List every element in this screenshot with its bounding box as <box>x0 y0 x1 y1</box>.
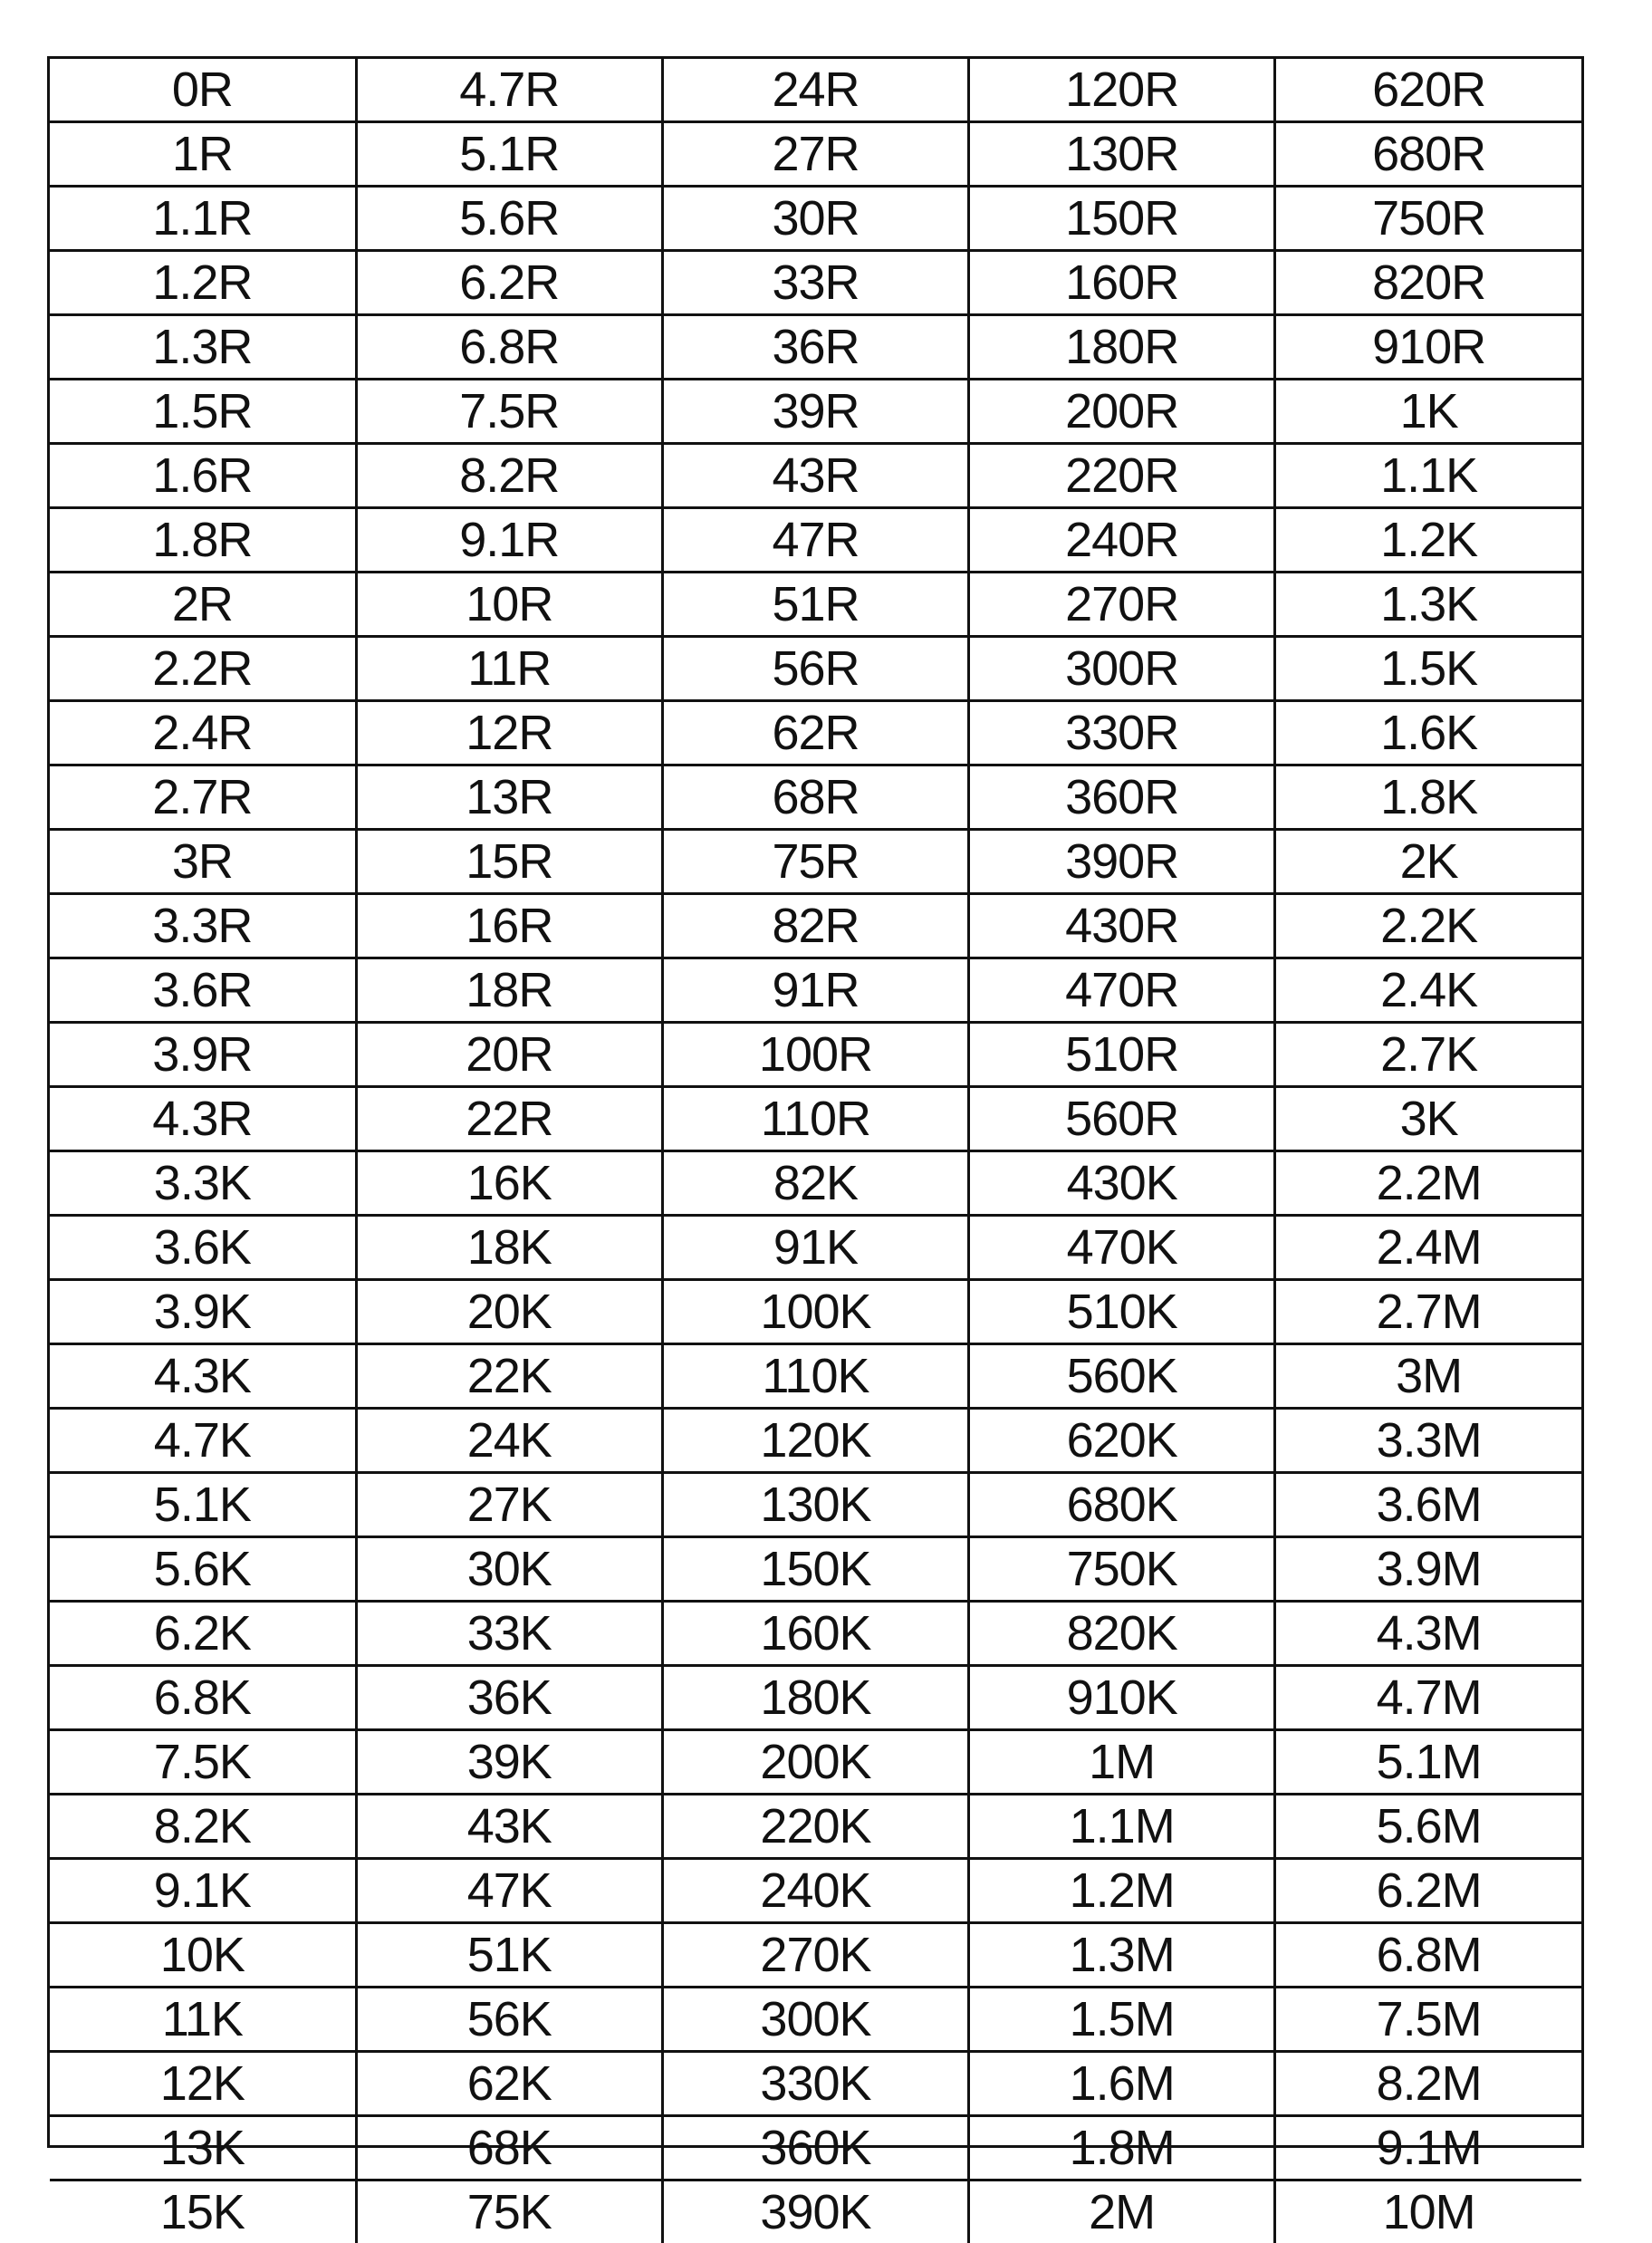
table-cell: 18R <box>356 958 662 1023</box>
table-cell: 430K <box>969 1151 1275 1216</box>
table-cell: 1.2K <box>1275 508 1581 573</box>
table-cell: 9.1K <box>50 1859 356 1923</box>
table-row <box>50 444 1581 508</box>
table-cell: 160R <box>969 251 1275 315</box>
table-cell: 75R <box>662 830 968 894</box>
table-cell: 33K <box>356 1602 662 1666</box>
table-cell: 620R <box>1275 59 1581 122</box>
table-row <box>50 958 1581 1023</box>
table-row <box>50 1730 1581 1795</box>
table-cell: 43R <box>662 444 968 508</box>
table-cell: 12K <box>50 2052 356 2116</box>
table-cell: 27K <box>356 1473 662 1537</box>
table-cell: 150R <box>969 187 1275 251</box>
table-row <box>50 1537 1581 1602</box>
table-cell: 100K <box>662 1280 968 1344</box>
table-cell: 5.6M <box>1275 1795 1581 1859</box>
table-cell: 62R <box>662 701 968 765</box>
table-cell: 6.2K <box>50 1602 356 1666</box>
table-row <box>50 2116 1581 2180</box>
table-cell: 6.2M <box>1275 1859 1581 1923</box>
table-cell: 1.8R <box>50 508 356 573</box>
table-cell: 5.1M <box>1275 1730 1581 1795</box>
table-row <box>50 1344 1581 1409</box>
table-cell: 680R <box>1275 122 1581 187</box>
table-cell: 5.6K <box>50 1537 356 1602</box>
table-cell: 3.3K <box>50 1151 356 1216</box>
table-cell: 1.1R <box>50 187 356 251</box>
table-row <box>50 251 1581 315</box>
table-cell: 1.6R <box>50 444 356 508</box>
table-cell: 9.1M <box>1275 2116 1581 2180</box>
table-cell: 56K <box>356 1988 662 2052</box>
table-cell: 15R <box>356 830 662 894</box>
table-cell: 560R <box>969 1087 1275 1151</box>
table-cell: 5.6R <box>356 187 662 251</box>
table-cell: 4.7M <box>1275 1666 1581 1730</box>
table-row <box>50 187 1581 251</box>
table-row <box>50 1216 1581 1280</box>
table-cell: 750K <box>969 1537 1275 1602</box>
table-cell: 9.1R <box>356 508 662 573</box>
table-cell: 3M <box>1275 1344 1581 1409</box>
table-row <box>50 59 1581 122</box>
table-row <box>50 765 1581 830</box>
table-cell: 130K <box>662 1473 968 1537</box>
table-cell: 7.5K <box>50 1730 356 1795</box>
table-cell: 24R <box>662 59 968 122</box>
table-cell: 11K <box>50 1988 356 2052</box>
table-cell: 10R <box>356 573 662 637</box>
table-row <box>50 1666 1581 1730</box>
table-cell: 2.7K <box>1275 1023 1581 1087</box>
table-cell: 2.2K <box>1275 894 1581 958</box>
table-cell: 16R <box>356 894 662 958</box>
table-cell: 240R <box>969 508 1275 573</box>
table-cell: 2R <box>50 573 356 637</box>
table-cell: 1.5R <box>50 380 356 444</box>
table-cell: 5.1K <box>50 1473 356 1537</box>
table-cell: 3.6M <box>1275 1473 1581 1537</box>
table-cell: 180R <box>969 315 1275 380</box>
table-cell: 3.6R <box>50 958 356 1023</box>
table-cell: 270K <box>662 1923 968 1988</box>
table-row <box>50 1988 1581 2052</box>
table-cell: 4.3R <box>50 1087 356 1151</box>
table-cell: 56R <box>662 637 968 701</box>
table-cell: 7.5M <box>1275 1988 1581 2052</box>
table-cell: 2M <box>969 2180 1275 2243</box>
table-cell: 47R <box>662 508 968 573</box>
table-cell: 200R <box>969 380 1275 444</box>
table-cell: 910R <box>1275 315 1581 380</box>
table-cell: 300R <box>969 637 1275 701</box>
table-cell: 2.7M <box>1275 1280 1581 1344</box>
table-row <box>50 1409 1581 1473</box>
table-cell: 36K <box>356 1666 662 1730</box>
table-row <box>50 1023 1581 1087</box>
table-cell: 390K <box>662 2180 968 2243</box>
table-cell: 6.8K <box>50 1666 356 1730</box>
table-cell: 2.4M <box>1275 1216 1581 1280</box>
table-cell: 13K <box>50 2116 356 2180</box>
table-row <box>50 1859 1581 1923</box>
table-cell: 8.2R <box>356 444 662 508</box>
table-cell: 220R <box>969 444 1275 508</box>
table-cell: 2.4R <box>50 701 356 765</box>
table-cell: 180K <box>662 1666 968 1730</box>
table-cell: 39R <box>662 380 968 444</box>
table-cell: 0R <box>50 59 356 122</box>
table-cell: 82K <box>662 1151 968 1216</box>
table-row <box>50 1151 1581 1216</box>
table-cell: 3.3M <box>1275 1409 1581 1473</box>
table-cell: 1.2R <box>50 251 356 315</box>
table-cell: 3.9K <box>50 1280 356 1344</box>
table-cell: 1.2M <box>969 1859 1275 1923</box>
table-cell: 2K <box>1275 830 1581 894</box>
table-cell: 330R <box>969 701 1275 765</box>
table-cell: 1M <box>969 1730 1275 1795</box>
table-cell: 220K <box>662 1795 968 1859</box>
table-row <box>50 894 1581 958</box>
table-cell: 8.2M <box>1275 2052 1581 2116</box>
table-cell: 2.2M <box>1275 1151 1581 1216</box>
table-cell: 330K <box>662 2052 968 2116</box>
table-cell: 1.6K <box>1275 701 1581 765</box>
table-cell: 160K <box>662 1602 968 1666</box>
table-cell: 20R <box>356 1023 662 1087</box>
table-row <box>50 380 1581 444</box>
table-cell: 10K <box>50 1923 356 1988</box>
table-cell: 820R <box>1275 251 1581 315</box>
table-cell: 4.3K <box>50 1344 356 1409</box>
table-cell: 4.3M <box>1275 1602 1581 1666</box>
table-cell: 510R <box>969 1023 1275 1087</box>
table-cell: 120K <box>662 1409 968 1473</box>
table-cell: 6.8M <box>1275 1923 1581 1988</box>
table-cell: 430R <box>969 894 1275 958</box>
table-row <box>50 1602 1581 1666</box>
table-cell: 1R <box>50 122 356 187</box>
table-cell: 3K <box>1275 1087 1581 1151</box>
table-cell: 3.6K <box>50 1216 356 1280</box>
table-row <box>50 1280 1581 1344</box>
resistor-value-table <box>50 59 1581 2243</box>
table-cell: 12R <box>356 701 662 765</box>
table-cell: 1.3K <box>1275 573 1581 637</box>
table-cell: 68K <box>356 2116 662 2180</box>
table-cell: 360R <box>969 765 1275 830</box>
table-cell: 470K <box>969 1216 1275 1280</box>
table-cell: 3.9R <box>50 1023 356 1087</box>
table-row <box>50 1473 1581 1537</box>
table-cell: 3.3R <box>50 894 356 958</box>
table-cell: 30R <box>662 187 968 251</box>
table-row <box>50 1923 1581 1988</box>
table-cell: 820K <box>969 1602 1275 1666</box>
table-cell: 1.3R <box>50 315 356 380</box>
table-cell: 10M <box>1275 2180 1581 2243</box>
table-cell: 130R <box>969 122 1275 187</box>
table-cell: 22R <box>356 1087 662 1151</box>
table-cell: 20K <box>356 1280 662 1344</box>
table-row <box>50 508 1581 573</box>
table-cell: 18K <box>356 1216 662 1280</box>
table-cell: 4.7R <box>356 59 662 122</box>
table-cell: 22K <box>356 1344 662 1409</box>
table-cell: 110R <box>662 1087 968 1151</box>
table-cell: 300K <box>662 1988 968 2052</box>
table-cell: 39K <box>356 1730 662 1795</box>
table-cell: 1.5M <box>969 1988 1275 2052</box>
table-row <box>50 2052 1581 2116</box>
table-row <box>50 1795 1581 1859</box>
table-cell: 1.1M <box>969 1795 1275 1859</box>
table-body <box>50 59 1581 2243</box>
table-row <box>50 122 1581 187</box>
table-row <box>50 637 1581 701</box>
table-cell: 1.8K <box>1275 765 1581 830</box>
table-cell: 13R <box>356 765 662 830</box>
table-cell: 2.2R <box>50 637 356 701</box>
table-cell: 510K <box>969 1280 1275 1344</box>
table-cell: 200K <box>662 1730 968 1795</box>
table-row <box>50 2180 1581 2243</box>
table-cell: 33R <box>662 251 968 315</box>
table-cell: 6.2R <box>356 251 662 315</box>
table-cell: 51R <box>662 573 968 637</box>
table-cell: 150K <box>662 1537 968 1602</box>
table-row <box>50 701 1581 765</box>
table-cell: 8.2K <box>50 1795 356 1859</box>
table-cell: 91K <box>662 1216 968 1280</box>
table-row <box>50 315 1581 380</box>
table-cell: 390R <box>969 830 1275 894</box>
table-cell: 100R <box>662 1023 968 1087</box>
table-cell: 3R <box>50 830 356 894</box>
table-cell: 1.1K <box>1275 444 1581 508</box>
table-cell: 1.6M <box>969 2052 1275 2116</box>
table-row <box>50 1087 1581 1151</box>
table-cell: 120R <box>969 59 1275 122</box>
table-cell: 2.7R <box>50 765 356 830</box>
table-cell: 30K <box>356 1537 662 1602</box>
table-row <box>50 830 1581 894</box>
resistor-value-sheet <box>47 56 1584 2239</box>
table-cell: 5.1R <box>356 122 662 187</box>
table-cell: 91R <box>662 958 968 1023</box>
table-row <box>50 573 1581 637</box>
table-cell: 7.5R <box>356 380 662 444</box>
table-cell: 1.5K <box>1275 637 1581 701</box>
table-cell: 560K <box>969 1344 1275 1409</box>
table-cell: 360K <box>662 2116 968 2180</box>
table-cell: 75K <box>356 2180 662 2243</box>
table-cell: 240K <box>662 1859 968 1923</box>
table-cell: 750R <box>1275 187 1581 251</box>
table-cell: 51K <box>356 1923 662 1988</box>
table-cell: 6.8R <box>356 315 662 380</box>
table-cell: 11R <box>356 637 662 701</box>
table-cell: 4.7K <box>50 1409 356 1473</box>
table-cell: 3.9M <box>1275 1537 1581 1602</box>
table-cell: 270R <box>969 573 1275 637</box>
table-cell: 1K <box>1275 380 1581 444</box>
table-cell: 16K <box>356 1151 662 1216</box>
table-cell: 47K <box>356 1859 662 1923</box>
table-cell: 24K <box>356 1409 662 1473</box>
table-cell: 910K <box>969 1666 1275 1730</box>
table-cell: 1.3M <box>969 1923 1275 1988</box>
table-cell: 110K <box>662 1344 968 1409</box>
table-cell: 620K <box>969 1409 1275 1473</box>
table-cell: 680K <box>969 1473 1275 1537</box>
table-cell: 1.8M <box>969 2116 1275 2180</box>
table-cell: 68R <box>662 765 968 830</box>
table-cell: 43K <box>356 1795 662 1859</box>
table-cell: 15K <box>50 2180 356 2243</box>
table-cell: 62K <box>356 2052 662 2116</box>
table-cell: 470R <box>969 958 1275 1023</box>
table-cell: 2.4K <box>1275 958 1581 1023</box>
table-cell: 27R <box>662 122 968 187</box>
table-cell: 36R <box>662 315 968 380</box>
table-cell: 82R <box>662 894 968 958</box>
